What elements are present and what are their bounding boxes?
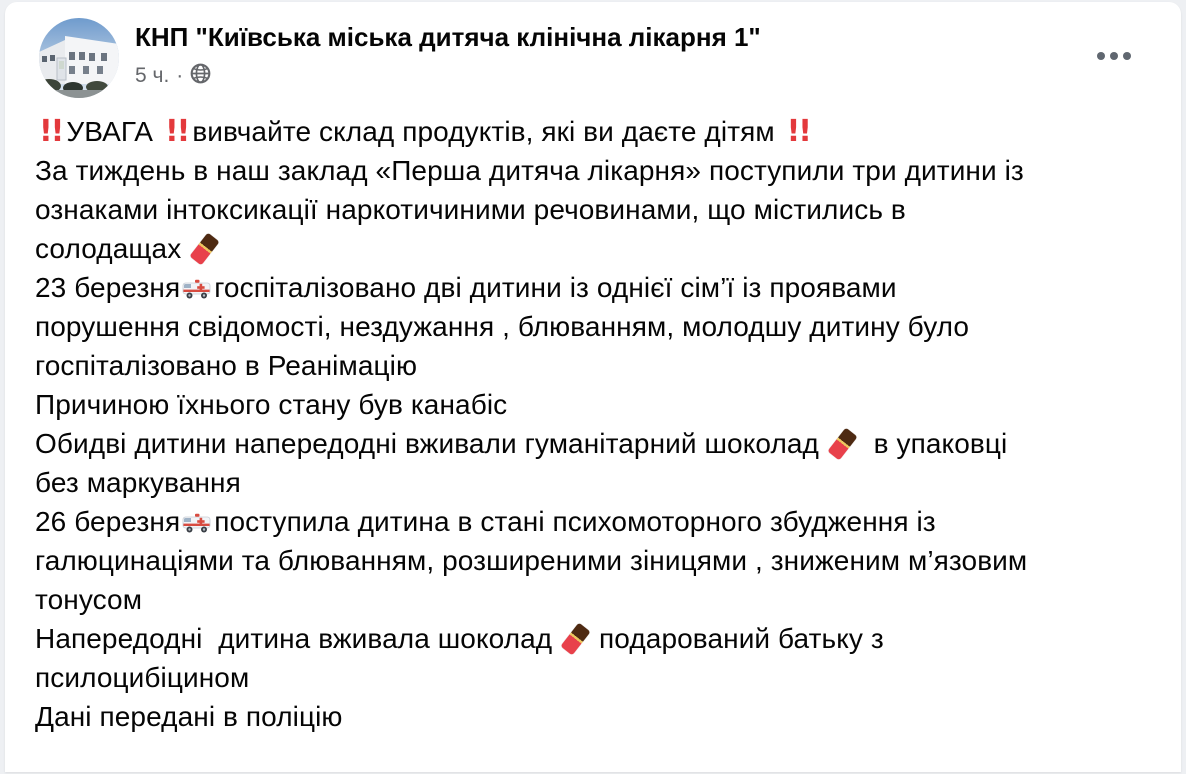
more-dot [1123,52,1131,60]
post-text-line: Дані передані в поліцію [35,701,343,732]
post-text-line: без маркування [35,467,241,498]
chocolate-bar-icon [827,427,857,460]
facebook-post-card [5,2,1181,772]
post-text-line: Причиною їхнього стану був канабіс [35,389,508,420]
header-text [135,18,761,90]
page-name[interactable]: КНП "Київська міська дитяча клінічна лікарня 1" [135,22,761,52]
ambulance-icon [182,277,212,301]
globe-icon [190,63,211,90]
post-text-line: 23 березня госпіталізовано дві дитини із однієї сім’ї із проявами [35,272,897,303]
double-exclamation-icon: !! [164,114,189,149]
more-dot [1097,52,1105,60]
post-text-line: порушення свідомості, нездужання , блюванням, молодшу дитину було [35,311,970,342]
double-exclamation-icon: !! [39,114,63,149]
post-text-line: Напередодні дитина вживала шоколад подарований батьку з [35,623,884,654]
post-text-line: !! УВАГА !! вивчайте склад продуктів, які ви даєте дітям !! [39,114,810,149]
post-text-line: госпіталізовано в Реанімацію [35,350,418,381]
post-text-line: За тиждень в наш заклад «Перша дитяча лікарня» поступили три дитини із [35,155,1024,186]
post-text-line: солодащах [35,229,1151,268]
timestamp[interactable]: 5 ч. [135,63,170,87]
more-options-button[interactable] [1091,42,1137,70]
post-text-line: псилоцибіцином [35,662,250,693]
post-text-line: 26 березня поступила дитина в стані психомоторного збудження із [35,506,936,537]
chocolate-bar-icon [560,622,590,655]
avatar-building-photo [39,18,119,98]
post-text-line: тонусом [35,584,143,615]
post-text-line: ознаками інтоксикації наркотичиними речовинами, що містились в [35,194,906,225]
post-header [5,2,1181,98]
chocolate-bar-icon [190,232,220,265]
meta-separator: · [176,63,184,87]
page-avatar[interactable] [39,18,119,98]
double-exclamation-icon: !! [786,114,810,149]
ambulance-icon [182,511,212,535]
post-content [5,98,1181,756]
post-text-line: галюцинаціями та блюванням, розширеними зіницями , зниженим м’язовим [35,545,1028,576]
more-dot [1110,52,1118,60]
post-text-line: Обидві дитини напередодні вживали гуманітарний шоколад в упаковці [35,428,1008,459]
post-meta[interactable] [135,61,761,90]
